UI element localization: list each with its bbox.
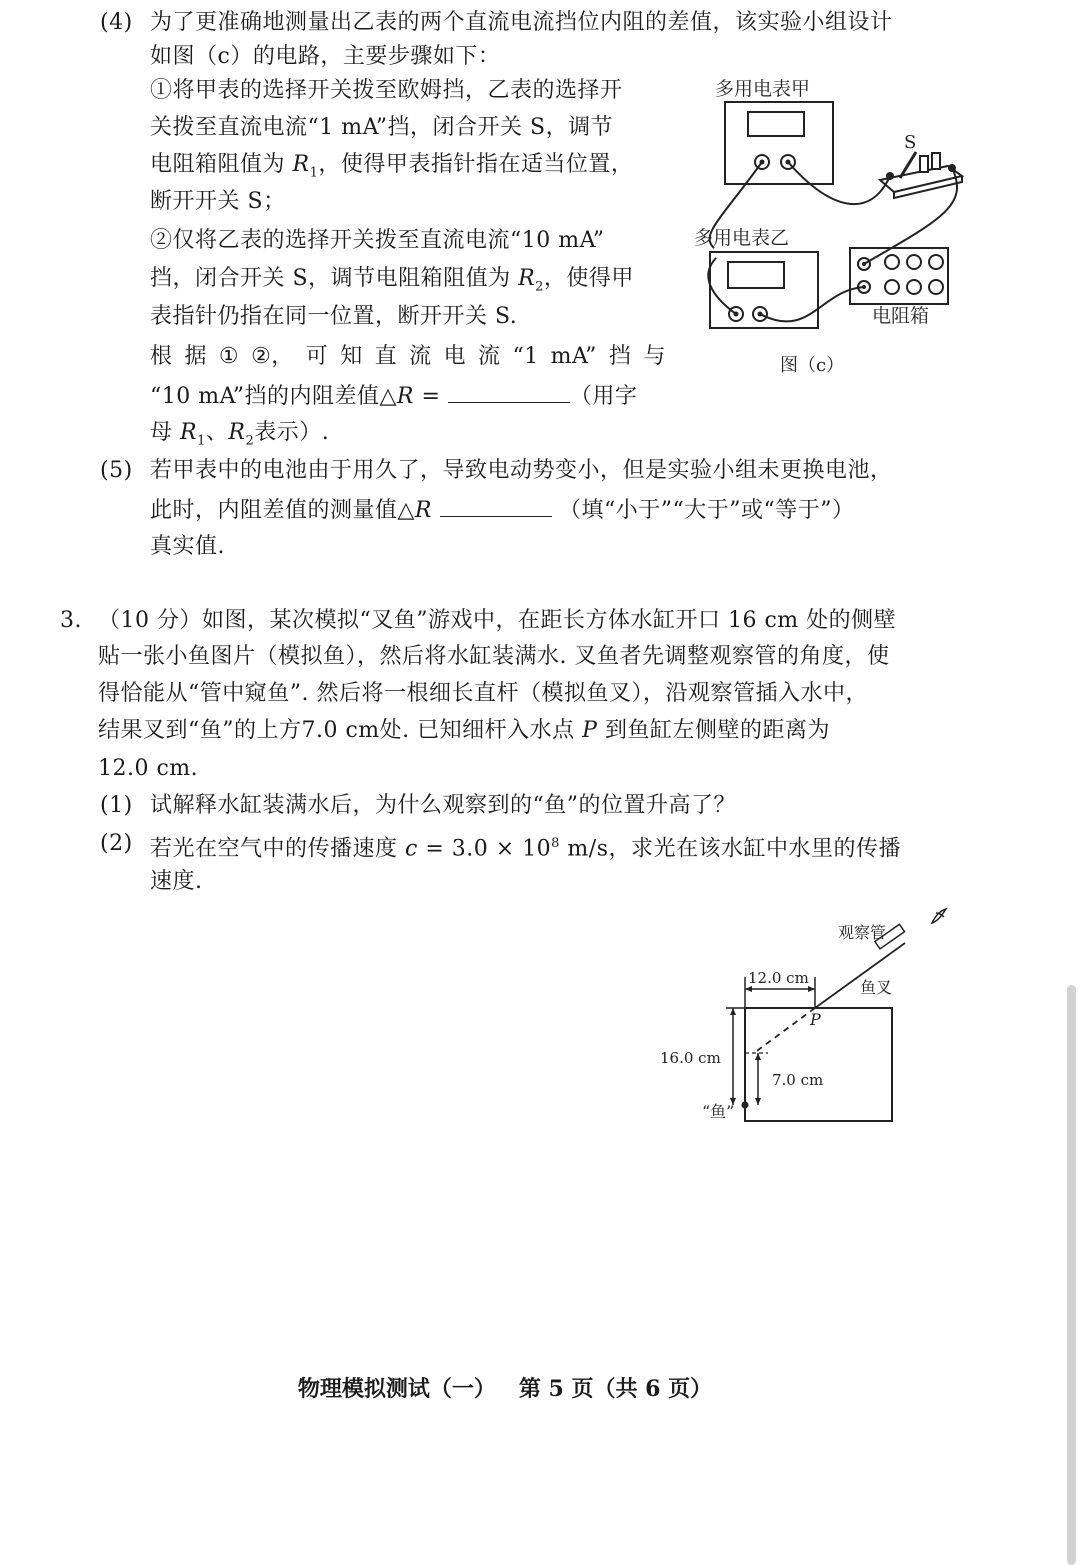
- q4-conclusion-word: 可: [305, 344, 329, 369]
- q4-number: (4): [100, 10, 133, 35]
- q5-line-2-tail: （填“小于”“大于”或“等于”）: [559, 498, 855, 523]
- q4-step2-line1: ②仅将乙表的选择开关拨至直流电流“10 mA”: [150, 228, 605, 253]
- q4-conclusion-word: 根: [150, 344, 173, 369]
- q4-step1-line3-text: 电阻箱阻值为: [150, 152, 293, 177]
- q3-sub2-line2: 速度.: [150, 869, 203, 894]
- resistance-box: [850, 248, 948, 304]
- switch-s: [880, 152, 962, 198]
- q4-step2-line2-text: 挡，闭合开关 S，调节电阻箱阻值为: [150, 266, 519, 291]
- q5-line-2-text: 此时，内阻差值的测量值△: [150, 498, 415, 523]
- fork-rod: [815, 943, 905, 1008]
- q3-line-2: [98, 642, 958, 672]
- q4-conclusion-word: ②，: [251, 344, 294, 369]
- q4-conclusion-word: mA”: [550, 344, 597, 369]
- q3-line-4-text: 结果叉到“鱼”的上方7.0 cm处. 已知细杆入水点: [98, 718, 583, 743]
- q3-line-4-tail: 到鱼缸左侧壁的距离为: [597, 718, 830, 743]
- q4-r2-subscript: 2: [535, 279, 544, 295]
- q3-line-3: [98, 679, 958, 709]
- switch-s-label: S: [904, 132, 917, 153]
- width-label: 12.0 cm: [748, 969, 809, 987]
- fish-label: “鱼”: [702, 1102, 735, 1121]
- q4-line-1-text: 为了更准确地测量出乙表的两个直流电流挡位内阻的差值，该实验小组设计: [150, 10, 893, 35]
- q4-conclusion-line3-text: 母: [150, 420, 180, 445]
- q3-sub2-line1-text: [150, 829, 901, 864]
- scrollbar-thumb[interactable]: [1067, 985, 1076, 1565]
- q4-r1-subscript: 1: [309, 165, 319, 181]
- q4-equals: =: [414, 384, 448, 409]
- q4-conclusion-word: 与: [643, 344, 666, 369]
- q4-conclusion-word: 电: [443, 344, 467, 369]
- q3-line-2-text: 贴一张小鱼图片（模拟鱼），然后将水缸装满水. 叉鱼者先调整观察管的角度，使: [98, 644, 890, 669]
- meter-yi-label: 多用电表乙: [694, 227, 790, 249]
- q3-speed-symbol: c: [405, 836, 418, 862]
- q4-r1-symbol: R: [292, 152, 310, 177]
- page-footer: 物理模拟测试（一） 第 5 页（共 6 页）: [297, 1376, 713, 1402]
- meter-jia-label: 多用电表甲: [715, 78, 811, 100]
- q3-line-5: 12.0 cm.: [98, 756, 199, 781]
- q5-r-symbol: R: [414, 498, 432, 523]
- q3-sub2-tail: m/s，求光在该水缸中水里的传播: [559, 836, 901, 862]
- meter-yi-display: [728, 262, 784, 288]
- q5-line-2: [150, 494, 854, 526]
- q5-answer-blank[interactable]: [440, 494, 552, 517]
- q4-conclusion-line2-text: “10 mA”挡的内阻差值△: [150, 384, 397, 409]
- q3-sub2-line1: [150, 829, 958, 864]
- point-p-label: P: [810, 1010, 821, 1029]
- q4-separator: 、: [205, 420, 229, 445]
- q5-line-1: [150, 456, 958, 486]
- q4-step1-line3: [150, 150, 633, 188]
- q4-conclusion-word: 据: [184, 344, 207, 369]
- q4-step1-line2: 关拨至直流电流“1 mA”挡，闭合开关 S，调节: [150, 115, 614, 140]
- q4-conclusion-line3-tail: 表示）.: [254, 420, 330, 445]
- depth-label: 16.0 cm: [660, 1049, 721, 1067]
- q4-line-1: [150, 8, 958, 38]
- fork-label: 鱼叉: [860, 978, 893, 997]
- q4-r2-ref-subscript: 2: [245, 433, 255, 449]
- q4-step2-line2-tail: ，使得甲: [543, 266, 634, 291]
- q4-delta-r-symbol: R: [396, 384, 414, 409]
- gap-label: 7.0 cm: [772, 1071, 824, 1089]
- q4-step1-line1: ①将甲表的选择开关拨至欧姆挡，乙表的选择开: [150, 78, 623, 103]
- q5-line-1-text: 若甲表中的电池由于用久了，导致电动势变小，但是实验小组未更换电池，: [150, 458, 893, 483]
- q4-step2-line3: 表指针仍指在同一位置，断开开关 S.: [150, 304, 518, 329]
- q4-step1-line3-tail: ，使得甲表指针指在适当位置，: [318, 152, 634, 177]
- q3-sub1-number: (1): [100, 793, 133, 818]
- q3-line-1: [98, 606, 958, 636]
- q4-conclusion-word: 流: [478, 344, 501, 369]
- q3-speed-value: = 3.0 × 10: [417, 836, 552, 862]
- figure-c-circuit: [680, 70, 980, 390]
- q4-conclusion-word: ①: [218, 344, 240, 369]
- q4-line-2: 如图（c）的电路，主要步骤如下：: [150, 44, 501, 69]
- q4-conclusion-line2: [150, 380, 637, 412]
- q4-r1-ref-subscript: 1: [197, 433, 206, 449]
- fish-point: [742, 1102, 749, 1109]
- q4-conclusion-word: 知: [340, 344, 363, 369]
- q4-conclusion-word: 直: [374, 344, 398, 369]
- q4-r2-ref: R: [228, 420, 246, 445]
- q4-conclusion-line2-tail: （用字: [569, 384, 638, 409]
- q4-conclusion-word: 流: [409, 344, 432, 369]
- q5-number: (5): [100, 458, 133, 483]
- q4-answer-blank[interactable]: [448, 380, 570, 403]
- meter-jia-display: [748, 112, 804, 136]
- figure-c-caption: 图（c）: [780, 355, 845, 376]
- q3-sub2-number: (2): [100, 831, 133, 856]
- q4-conclusion-line3: [150, 418, 329, 456]
- tube-label: 观察管: [838, 923, 887, 942]
- resistance-box-label: 电阻箱: [872, 305, 930, 327]
- q3-speed-exponent: 8: [551, 836, 560, 851]
- q5-line-3: 真实值.: [150, 534, 225, 559]
- q4-conclusion-word: “1: [512, 344, 539, 369]
- eye-icon: [932, 909, 946, 923]
- q3-line-1-text: （10 分）如图，某次模拟“叉鱼”游戏中，在距长方体水缸开口 16 cm 处的侧壁: [98, 608, 897, 633]
- q3-line-4: [98, 716, 830, 746]
- multimeter-jia: [725, 102, 833, 184]
- q3-number: 3.: [60, 608, 82, 633]
- q4-r2-symbol: R: [518, 266, 536, 291]
- q3-sub2-text: 若光在空气中的传播速度: [150, 836, 405, 862]
- q3-point-p: P: [582, 718, 598, 743]
- q4-step2-line2: [150, 264, 634, 302]
- q3-sub1-text: 试解释水缸装满水后，为什么观察到的“鱼”的位置升高了？: [150, 793, 736, 818]
- q4-r1-ref: R: [180, 420, 198, 445]
- q4-step1-line4: 断开开关 S；: [150, 189, 286, 214]
- q4-conclusion-line1: [150, 342, 666, 372]
- q3-line-3-text: 得恰能从“管中窥鱼”. 然后将一根细长直杆（模拟鱼叉），沿观察管插入水中，: [98, 681, 868, 706]
- figure-fish-tank: [660, 895, 970, 1135]
- q4-conclusion-word: 挡: [608, 344, 632, 369]
